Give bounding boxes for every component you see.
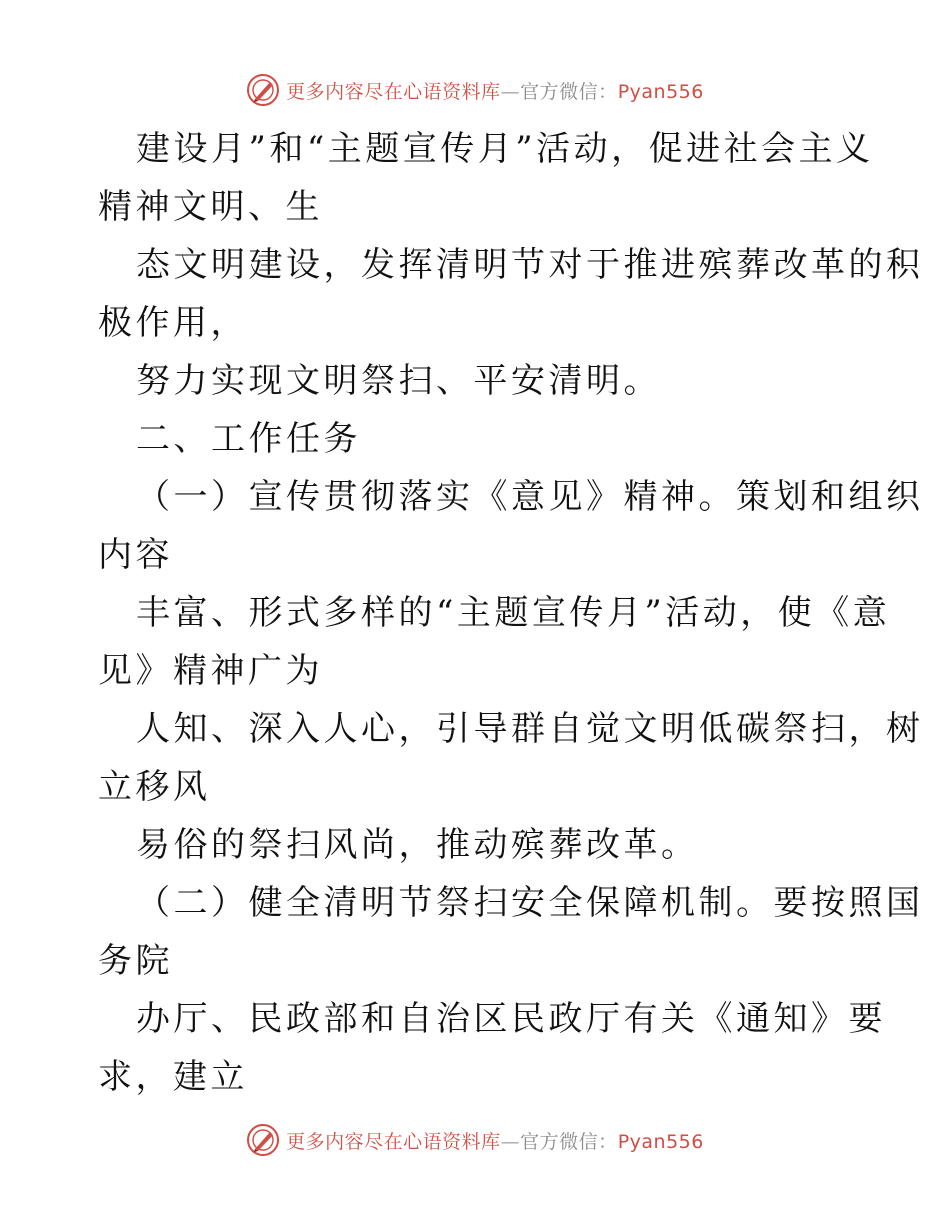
- body-line: 求，建立: [98, 1057, 248, 1097]
- pen-logo-icon: [246, 1123, 280, 1157]
- body-line: 努力实现文明祭扫、平安清明。: [136, 361, 661, 401]
- body-line: 态文明建设，发挥清明节对于推进殡葬改革的积: [136, 245, 924, 285]
- header-brand-text: 更多内容尽在心语资料库: [286, 80, 501, 103]
- body-line: （二）健全清明节祭扫安全保障机制。要按照国: [136, 883, 924, 923]
- body-line: 精神文明、生: [98, 187, 323, 227]
- footer-brand: [286, 1127, 704, 1154]
- body-line: 办厅、民政部和自治区民政厅有关《通知》要: [136, 999, 886, 1039]
- body-line: 内容: [98, 535, 173, 575]
- body-line: 建设月”和“主题宣传月”活动，促进社会主义: [136, 129, 874, 169]
- pen-logo-icon: [246, 73, 280, 107]
- body-line: 易俗的祭扫风尚，推动殡葬改革。: [136, 825, 699, 865]
- footer-brand-text: 更多内容尽在心语资料库: [286, 1130, 501, 1153]
- header-watermark: [0, 70, 950, 110]
- document-body: [98, 120, 924, 1106]
- body-line: 丰富、形式多样的“主题宣传月”活动，使《意: [136, 593, 891, 633]
- footer-watermark: [0, 1120, 950, 1160]
- section-heading: 二、工作任务: [136, 419, 361, 459]
- body-line: 立移风: [98, 767, 211, 807]
- header-brand: [286, 77, 704, 104]
- footer-wechat-label: 官方微信：: [520, 1130, 618, 1153]
- body-line: （一）宣传贯彻落实《意见》精神。策划和组织: [136, 477, 924, 517]
- body-line: 务院: [98, 941, 173, 981]
- footer-dash: —: [500, 1130, 521, 1153]
- header-wechat-id: Pyan556: [617, 80, 704, 103]
- body-line: 极作用，: [98, 303, 248, 343]
- header-dash: —: [500, 80, 521, 103]
- body-line: 见》精神广为: [98, 651, 323, 691]
- header-wechat-label: 官方微信：: [520, 80, 618, 103]
- footer-wechat-id: Pyan556: [617, 1130, 704, 1153]
- body-line: 人知、深入人心，引导群自觉文明低碳祭扫，树: [136, 709, 924, 749]
